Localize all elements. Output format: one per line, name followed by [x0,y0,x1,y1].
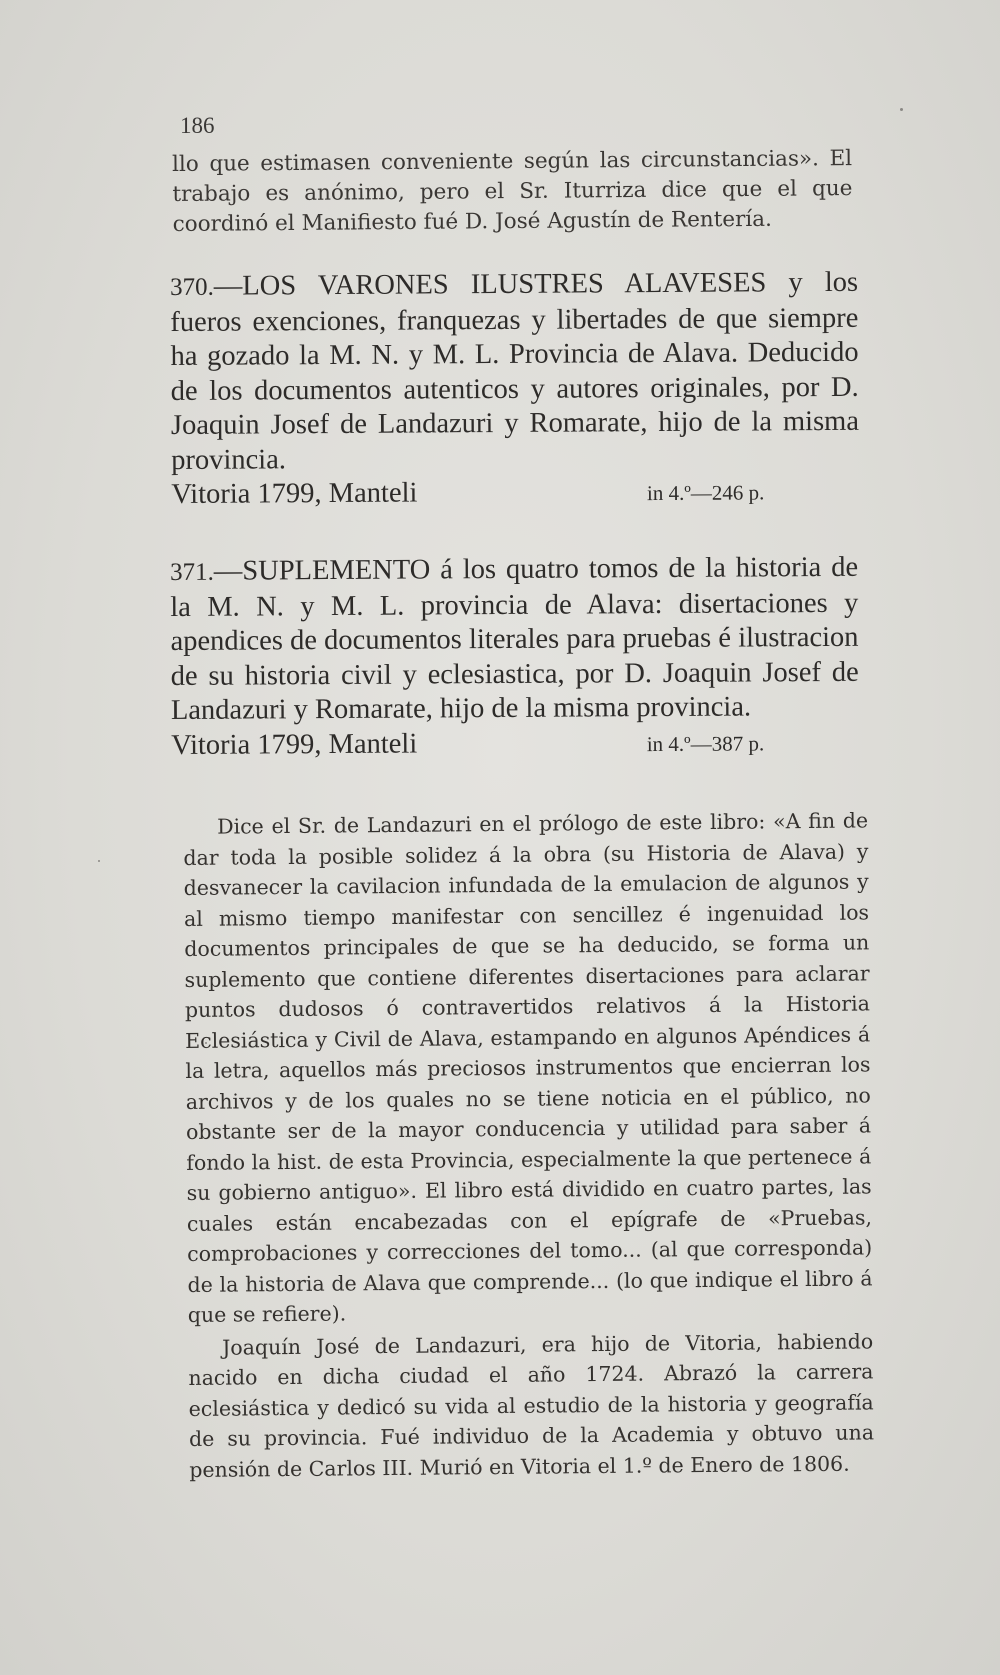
commentary [183,805,874,1485]
entry-body [170,266,859,478]
dust-speck [900,108,903,111]
entry-imprint-line [171,724,859,764]
entry-text: —LOS VARONES ILUSTRES ALAVESES y los fueros exenciones, franquezas y libertades de que siempre ha gozado la M. N. y M. L. Provincia de Alava. Deducido de los documentos autenticos y autores originales, por D. Joaquin Josef de Landazuri y Romarate, hijo de la misma provincia. [170,266,860,476]
page-number: 186 [180,113,215,138]
entry-imprint-line [171,474,859,514]
dust-speck [98,860,100,862]
entry-number: 371. [170,558,214,586]
entry-format: in 4.º—387 p. [646,730,765,756]
bibliography-entry [170,551,859,764]
entry-format: in 4.º—246 p. [646,480,765,506]
commentary-paragraph: Dice el Sr. de Landazuri en el prólogo de este libro: «A fin de dar toda la posible solidez á la obra (su Historia de Alava) y desvanecer la cavilacion infundada de la emulacion de algunos y al mismo tiempo manifestar con sencillez é ingenuidad los documentos principales de que se ha deducido, se forma un suplemento que contiene diferentes disertaciones para aclarar puntos dudosos ó contravertidos relativos á la Historia Eclesiástica y Civil de Alava, estampando en algunos Apéndices á la letra, aquellos más preciosos instrumentos que encierran los archivos y de los quales no se tiene noticia en el público, no obstante ser de la mayor conducencia y utilidad para saber á fondo la hist. de esta Provincia, especialmente la que pertenece á su gobierno antiguo». El libro está dividido en cuatro partes, las cuales están encabezadas con el epígrafe de «Pruebas, comprobaciones y correcciones del tomo... (al que corresponda) de la historia de Alava que comprende... (lo que indique el libro á que se refiere). [183,808,873,1327]
intro-paragraph: llo que estimasen conveniente según las circunstancias». El trabajo es anónimo, pero el Sr. Iturriza dice que el que coordinó el Manifiesto fué D. José Agustín de Rentería. [172,146,853,237]
commentary-paragraph: Joaquín José de Landazuri, era hijo de Vitoria, habiendo nacido en dicha ciudad el año 1724. Abrazó la carrera eclesiástica y dedicó su vida al estudio de la historia y geografía de su provincia. Fué individuo de la Academia y obtuvo una pensión de Carlos III. Murió en Vitoria el 1.º de Enero de 1806. [188,1328,875,1482]
entry-text: —SUPLEMENTO á los quatro tomos de la historia de la M. N. y M. L. provincia de Alava: disertaciones y apendices de documentos literales para pruebas é ilustracion de su historia civil y eclesiastica, por D. Joaquin Josef de Landazuri y Romarate, hijo de la misma provincia. [170,551,859,726]
entry-body [170,551,859,729]
entry-number: 370. [170,273,214,301]
entry-imprint: Vitoria 1799, Manteli [171,477,418,510]
bibliography-entry [170,266,859,514]
entry-imprint: Vitoria 1799, Manteli [171,727,418,761]
